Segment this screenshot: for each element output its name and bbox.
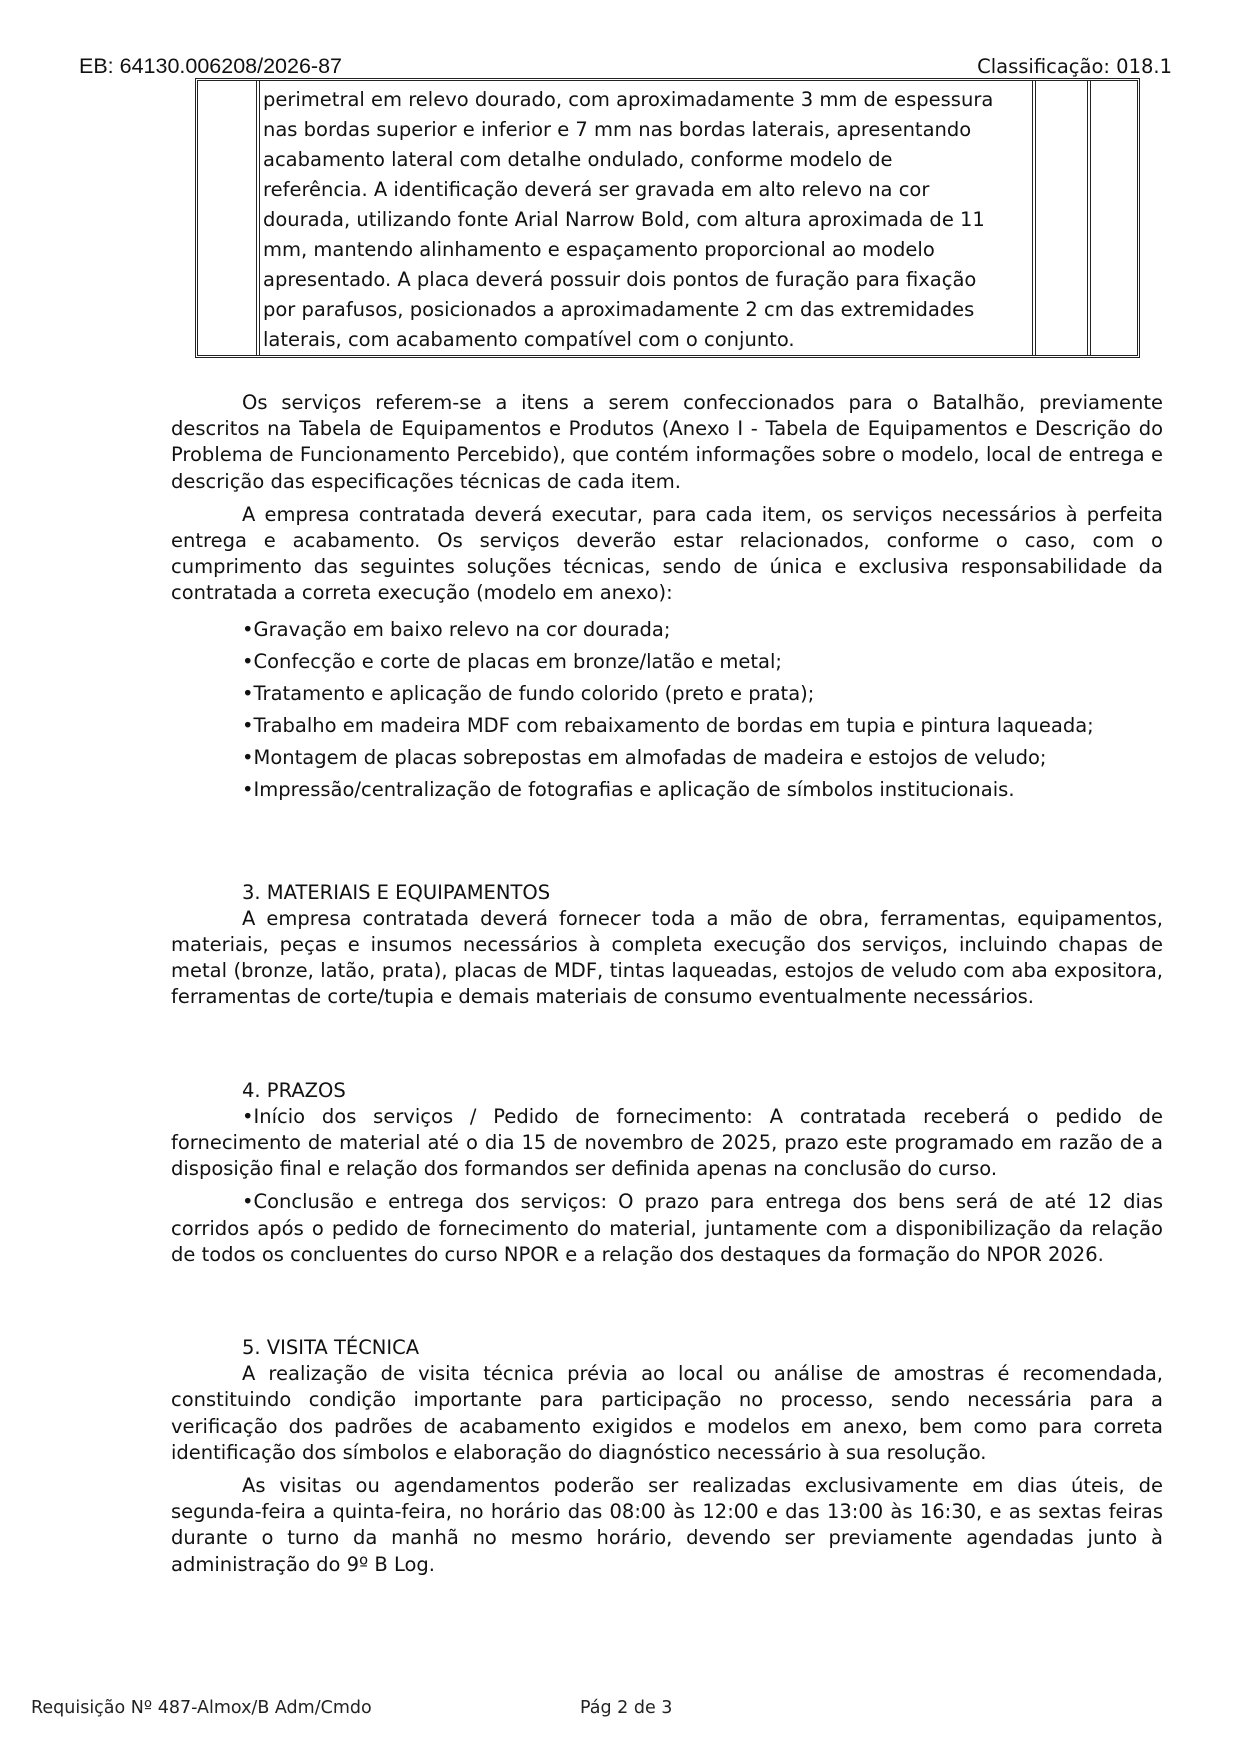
contractor-paragraph: A empresa contratada deverá executar, para cada item, os serviços necessários à perfeita entrega e acabamento. Os serviços deverão estar relacionados, conforme o caso, com o cumprimento das seguintes soluções técnicas, sendo de única e exclusiva responsabilidade da contratada a correta execução (modelo em anexo): <box>171 502 1163 605</box>
section-heading-materials: 3. MATERIAIS E EQUIPAMENTOS <box>242 880 551 904</box>
deadline-delivery-paragraph: •Conclusão e entrega dos serviços: O prazo para entrega dos bens será de até 12 dias corridos após o pedido de fornecimento do material, juntamente com a disponibilização da relação de todos os concluentes do curso NPOR e a relação dos destaques da formação do NPOR 2026. <box>171 1190 1163 1266</box>
document-body <box>171 390 1163 1585</box>
section-heading-technical-visit: 5. VISITA TÉCNICA <box>242 1336 420 1360</box>
list-item: •Gravação em baixo relevo na cor dourada; <box>242 617 671 641</box>
table-cell-description <box>263 85 1028 355</box>
technical-visit-paragraph: A realização de visita técnica prévia ao local ou análise de amostras é recomendada, constituindo condição importante para participação no processo, sendo necessária para a verificação dos padrões de acabamento exigidos e modelos em anexo, bem como para correta identificação dos símbolos e elaboração do diagnóstico necessário à sua resolução. <box>171 1362 1163 1464</box>
table-cell-line: por parafusos, posicionados a aproximadamente 2 cm das extremidades <box>263 298 975 321</box>
table-cell-line: mm, mantendo alinhamento e espaçamento proporcional ao modelo <box>263 238 935 261</box>
document-id: EB: 64130.006208/2026-87 <box>79 54 343 78</box>
table-cell-line: perimetral em relevo dourado, com aproximadamente 3 mm de espessura <box>263 88 994 111</box>
classification-code: Classificação: 018.1 <box>977 55 1172 78</box>
table-cell-line: laterais, com acabamento compatível com o conjunto. <box>263 328 795 351</box>
list-item: •Impressão/centralização de fotografias e aplicação de símbolos institucionais. <box>242 777 1015 801</box>
table-cell-line: dourada, utilizando fonte Arial Narrow Bold, com altura aproximada de 11 <box>263 208 985 231</box>
section-heading-deadlines: 4. PRAZOS <box>242 1078 346 1102</box>
deadline-start-paragraph: •Início dos serviços / Pedido de fornecimento: A contratada receberá o pedido de fornecimento de material até o dia 15 de novembro de 2025, prazo este programado em razão de a disposição final e relação dos formandos ser definida apenas na conclusão do curso. <box>171 1104 1163 1181</box>
requisition-number: Requisição Nº 487-Almox/B Adm/Cmdo <box>31 1698 372 1718</box>
table-cell-line: apresentado. A placa deverá possuir dois pontos de furação para fixação <box>263 268 977 291</box>
table-cell-line: nas bordas superior e inferior e 7 mm nas bordas laterais, apresentando <box>263 118 972 141</box>
table-column-divider <box>1087 81 1091 355</box>
table-column-divider <box>256 81 260 355</box>
materials-paragraph: A empresa contratada deverá fornecer toda a mão de obra, ferramentas, equipamentos, materiais, peças e insumos necessários à completa execução dos serviços, incluindo chapas de metal (bronze, latão, prata), placas de MDF, tintas laqueadas, estojos de veludo com aba expositora, ferramentas de corte/tupia e demais materiais de consumo eventualmente necessários. <box>171 906 1163 1009</box>
list-item: •Confecção e corte de placas em bronze/latão e metal; <box>242 649 782 673</box>
list-item: •Trabalho em madeira MDF com rebaixamento de bordas em tupia e pintura laqueada; <box>242 713 1094 737</box>
table-cell-line: acabamento lateral com detalhe ondulado, conforme modelo de <box>263 148 893 171</box>
specification-table <box>195 78 1140 358</box>
list-item: •Montagem de placas sobrepostas em almofadas de madeira e estojos de veludo; <box>242 745 1047 769</box>
table-cell-line: referência. A identificação deverá ser gravada em alto relevo na cor <box>263 178 930 201</box>
table-column-divider <box>1032 81 1036 355</box>
list-item: •Tratamento e aplicação de fundo colorido (preto e prata); <box>242 681 815 705</box>
visit-schedule-paragraph: As visitas ou agendamentos poderão ser realizadas exclusivamente em dias úteis, de segunda-feira a quinta-feira, no horário das 08:00 às 12:00 e das 13:00 às 16:30, e as sextas feiras durante o turno da manhã no mesmo horário, devendo ser previamente agendadas junto à administração do 9º B Log. <box>171 1474 1163 1576</box>
services-paragraph: Os serviços referem-se a itens a serem confeccionados para o Batalhão, previamente descritos na Tabela de Equipamentos e Produtos (Anexo I - Tabela de Equipamentos e Descrição do Problema de Funcionamento Percebido), que contém informações sobre o modelo, local de entrega e descrição das especificações técnicas de cada item. <box>171 391 1163 493</box>
page-number: Pág 2 de 3 <box>580 1698 673 1718</box>
